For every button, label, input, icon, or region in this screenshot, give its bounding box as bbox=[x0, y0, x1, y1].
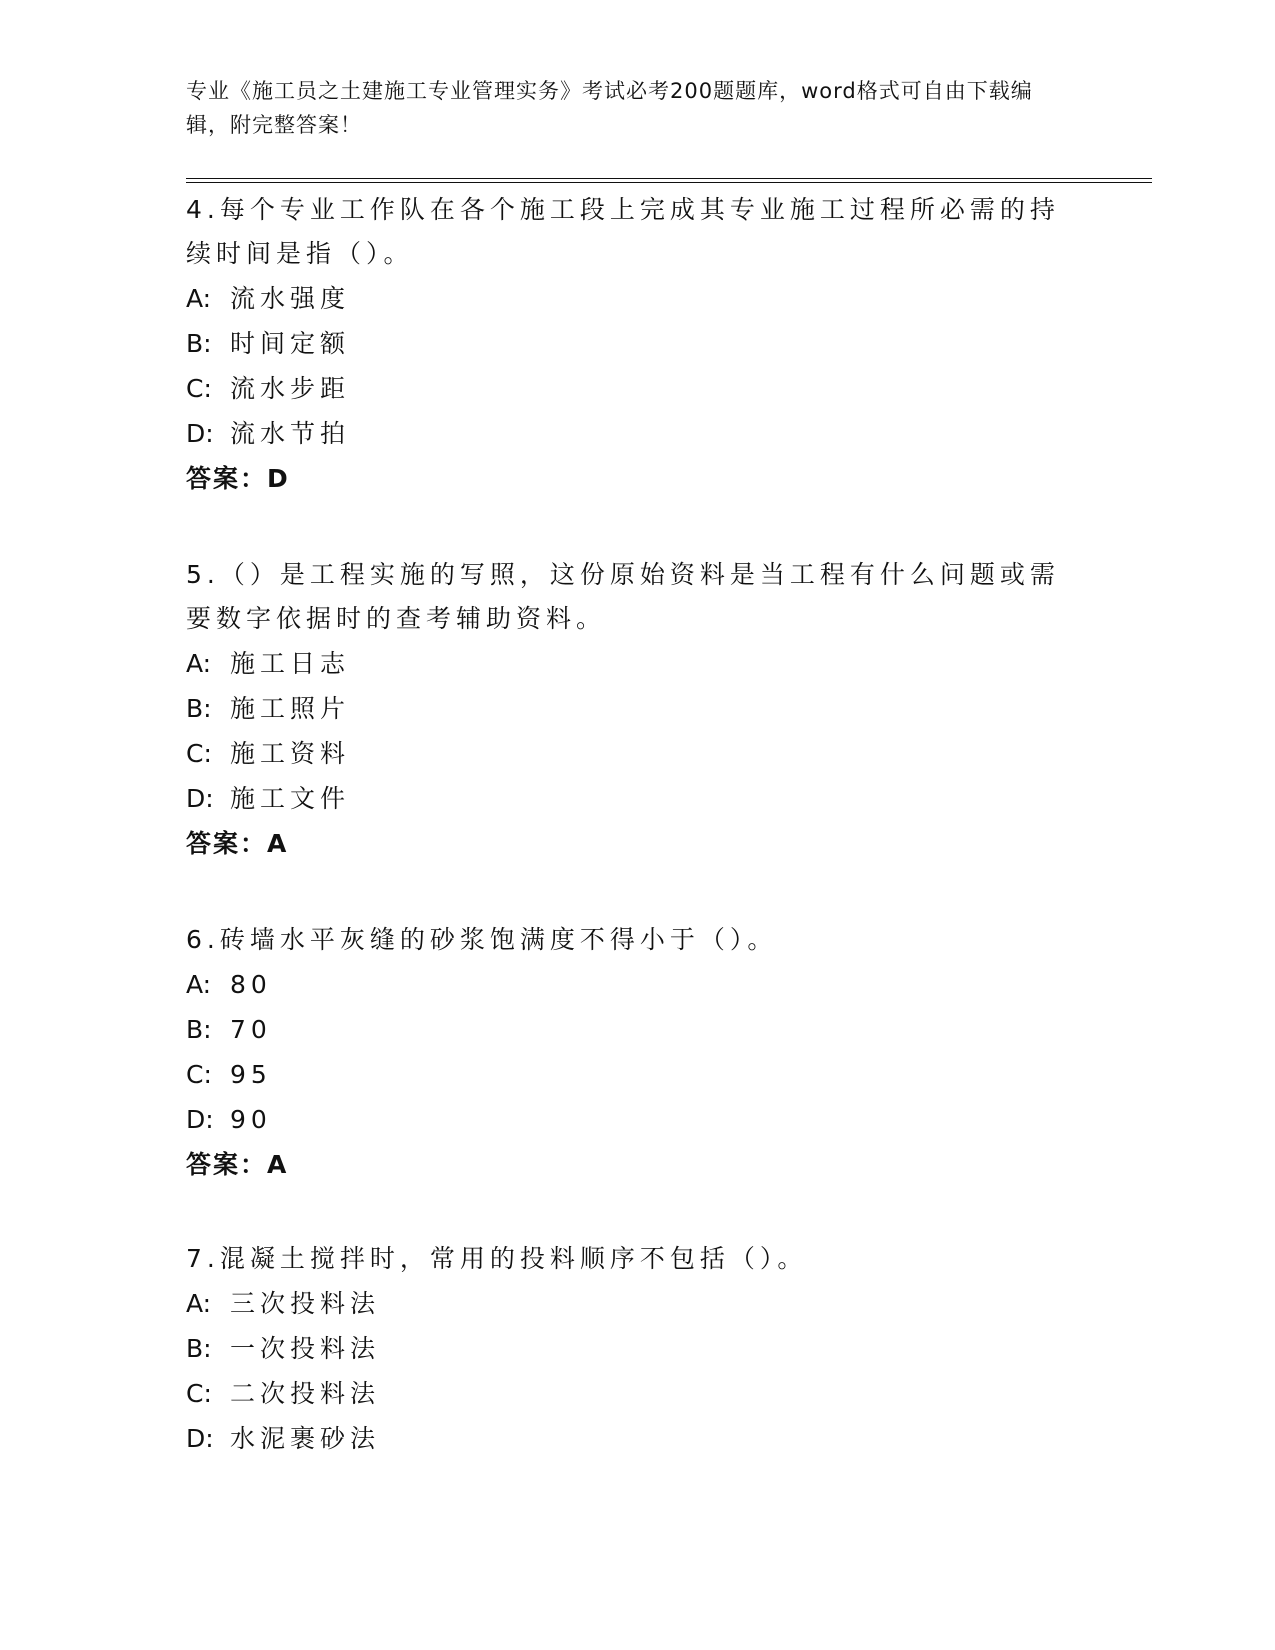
question-stem: 砖墙水平灰缝的砂浆饱满度不得小于（）。 bbox=[219, 925, 778, 954]
header-divider-bottom bbox=[186, 182, 1152, 183]
option-b bbox=[186, 1326, 1066, 1371]
option-text: 施工日志 bbox=[230, 649, 351, 678]
option-d bbox=[186, 776, 1066, 821]
option-letter: C: bbox=[186, 1379, 212, 1408]
question-6 bbox=[186, 918, 1066, 1187]
answer-label: 答案：A bbox=[186, 1150, 289, 1179]
document-header: 专业《施工员之土建施工专业管理实务》考试必考200题题库，word格式可自由下载编辑，附完整答案！ bbox=[186, 79, 1033, 137]
option-letter: A: bbox=[186, 1289, 212, 1318]
option-a bbox=[186, 276, 1066, 321]
option-d bbox=[186, 411, 1066, 456]
option-letter: C: bbox=[186, 739, 212, 768]
question-5 bbox=[186, 553, 1066, 866]
question-text bbox=[186, 918, 1066, 962]
option-letter: D: bbox=[186, 784, 214, 813]
option-c bbox=[186, 731, 1066, 776]
option-letter: B: bbox=[186, 1334, 212, 1363]
option-letter: D: bbox=[186, 1424, 214, 1453]
option-c bbox=[186, 1052, 1066, 1097]
option-text: 80 bbox=[230, 970, 272, 999]
option-text: 施工资料 bbox=[230, 739, 351, 768]
option-text: 水泥裹砂法 bbox=[230, 1424, 381, 1453]
header-divider-top bbox=[186, 178, 1152, 179]
answer-label: 答案：A bbox=[186, 829, 289, 858]
question-text bbox=[186, 1237, 1066, 1281]
option-text: 流水节拍 bbox=[230, 419, 351, 448]
option-letter: C: bbox=[186, 1060, 212, 1089]
question-text bbox=[186, 553, 1066, 641]
option-text: 一次投料法 bbox=[230, 1334, 381, 1363]
question-7 bbox=[186, 1237, 1066, 1461]
option-text: 施工文件 bbox=[230, 784, 351, 813]
question-stem: 每个专业工作队在各个施工段上完成其专业施工过程所必需的持续时间是指（）。 bbox=[186, 195, 1060, 268]
question-stem: 混凝土搅拌时，常用的投料顺序不包括（）。 bbox=[219, 1244, 808, 1273]
option-b bbox=[186, 321, 1066, 366]
option-letter: B: bbox=[186, 329, 212, 358]
question-text bbox=[186, 188, 1066, 276]
question-4 bbox=[186, 188, 1066, 501]
option-text: 70 bbox=[230, 1015, 272, 1044]
option-d bbox=[186, 1416, 1066, 1461]
option-c bbox=[186, 366, 1066, 411]
answer-label: 答案：D bbox=[186, 464, 290, 493]
question-number: 6. bbox=[186, 925, 220, 954]
option-text: 流水步距 bbox=[230, 374, 351, 403]
option-c bbox=[186, 1371, 1066, 1416]
option-a bbox=[186, 962, 1066, 1007]
option-text: 90 bbox=[230, 1105, 272, 1134]
question-number: 4. bbox=[186, 195, 220, 224]
option-a bbox=[186, 641, 1066, 686]
option-text: 95 bbox=[230, 1060, 272, 1089]
option-b bbox=[186, 1007, 1066, 1052]
option-b bbox=[186, 686, 1066, 731]
option-letter: A: bbox=[186, 970, 212, 999]
option-letter: D: bbox=[186, 1105, 214, 1134]
option-letter: B: bbox=[186, 1015, 212, 1044]
option-text: 施工照片 bbox=[230, 694, 351, 723]
option-text: 流水强度 bbox=[230, 284, 351, 313]
option-letter: A: bbox=[186, 284, 212, 313]
option-text: 时间定额 bbox=[230, 329, 351, 358]
option-letter: A: bbox=[186, 649, 212, 678]
question-stem: （）是工程实施的写照，这份原始资料是当工程有什么问题或需要数字依据时的查考辅助资料。 bbox=[186, 560, 1060, 633]
option-letter: C: bbox=[186, 374, 212, 403]
option-d bbox=[186, 1097, 1066, 1142]
option-a bbox=[186, 1281, 1066, 1326]
option-letter: B: bbox=[186, 694, 212, 723]
option-text: 三次投料法 bbox=[230, 1289, 381, 1318]
option-text: 二次投料法 bbox=[230, 1379, 381, 1408]
question-number: 7. bbox=[186, 1244, 220, 1273]
option-letter: D: bbox=[186, 419, 214, 448]
question-number: 5. bbox=[186, 560, 220, 589]
